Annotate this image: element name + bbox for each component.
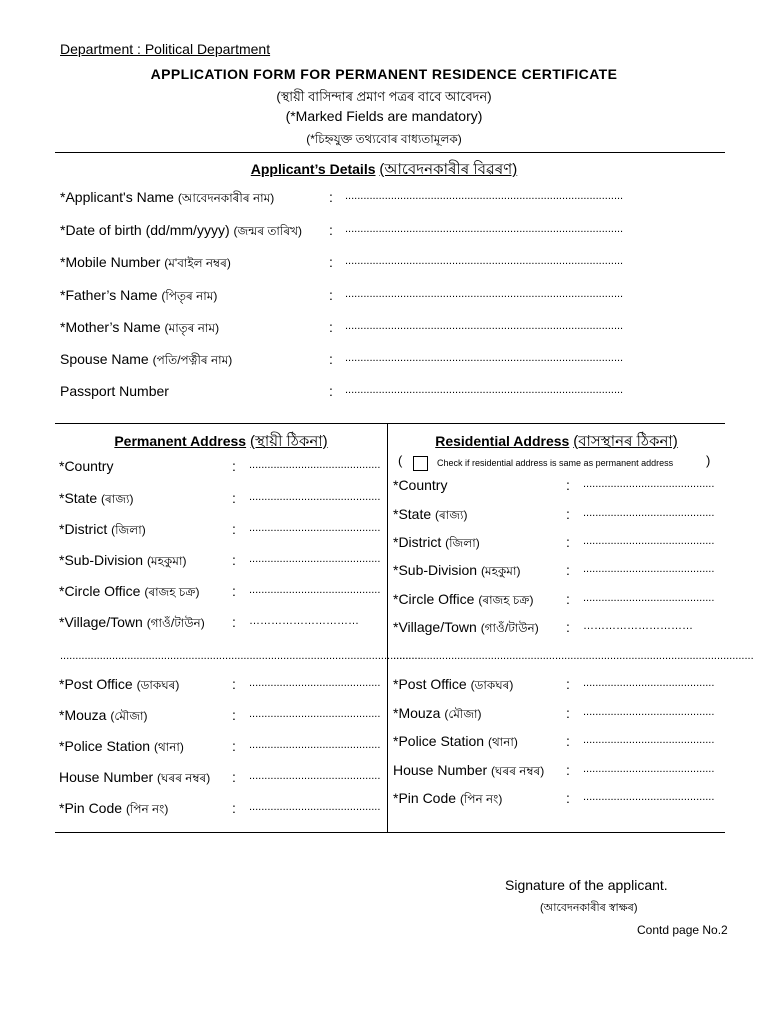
field-label xyxy=(59,490,133,511)
field-label xyxy=(60,222,302,243)
field-label-assamese: (মহকুমা) xyxy=(146,554,187,568)
field-label xyxy=(393,790,502,811)
column-divider xyxy=(387,423,388,833)
field-label-text: *Village/Town xyxy=(59,614,143,630)
field-label-assamese: (ম'বাইল নম্বৰ) xyxy=(164,256,231,270)
field-colon: : xyxy=(566,619,570,635)
field-colon: : xyxy=(232,738,236,754)
field-input-line[interactable]: ........................................... xyxy=(249,739,381,751)
field-colon: : xyxy=(232,521,236,537)
field-label xyxy=(60,319,219,340)
field-colon: : xyxy=(566,534,570,550)
signature-label-assamese: (আবেদনকাৰীৰ স্বাক্ষৰ) xyxy=(540,902,638,914)
residential-heading-assamese: (বাসস্থানৰ ঠিকনা) xyxy=(573,433,678,450)
field-label xyxy=(393,676,513,697)
field-input-line[interactable]: ........................................................................................... xyxy=(345,190,624,202)
field-label-text: *Date of birth (dd/mm/yyyy) xyxy=(60,222,230,238)
field-label xyxy=(393,762,544,783)
applicant-heading xyxy=(0,158,768,183)
field-colon: : xyxy=(566,762,570,778)
field-colon: : xyxy=(232,676,236,692)
field-colon: : xyxy=(232,800,236,816)
field-input-line[interactable]: ........................................... xyxy=(583,706,715,718)
field-label-text: *District xyxy=(59,521,108,537)
field-colon: : xyxy=(566,790,570,806)
field-input-line[interactable]: ........................................................................................... xyxy=(345,255,624,267)
field-colon: : xyxy=(232,458,236,474)
residential-heading xyxy=(388,430,725,455)
field-label-text: *Post Office xyxy=(393,676,467,692)
field-label-text: *State xyxy=(59,490,98,506)
field-label-assamese: (ডাকঘৰ) xyxy=(470,678,514,692)
field-label-text: *Pin Code xyxy=(393,790,457,806)
field-input-line[interactable]: ........................................... xyxy=(583,535,715,547)
signature-label: Signature of the applicant. xyxy=(505,877,668,893)
field-label-text: *Mobile Number xyxy=(60,254,161,270)
field-colon: : xyxy=(566,477,570,493)
continued-note: Contd page No.2 xyxy=(637,923,728,937)
field-label xyxy=(60,189,274,210)
field-label xyxy=(59,458,113,474)
field-label-assamese: (ঘৰৰ নম্বৰ) xyxy=(491,764,545,778)
field-label xyxy=(393,477,447,493)
field-input-line[interactable]: ........................................... xyxy=(249,708,381,720)
mandatory-note-assamese: (*চিহ্নযুক্ত তথ্যবোৰ বাধ্যতামূলক) xyxy=(306,132,462,146)
field-colon: : xyxy=(232,583,236,599)
field-label xyxy=(59,707,148,728)
field-label-text: House Number xyxy=(393,762,488,778)
field-input-line[interactable]: ........................................... xyxy=(583,763,715,775)
field-colon: : xyxy=(232,490,236,506)
field-colon: : xyxy=(232,707,236,723)
field-label-text: *Police Station xyxy=(393,733,485,749)
field-colon: : xyxy=(566,676,570,692)
field-input-line[interactable]: ........................................... xyxy=(249,801,381,813)
field-input-line[interactable]: ........................................... xyxy=(249,459,381,471)
field-input-line[interactable]: ........................................... xyxy=(583,563,715,575)
field-label-text: *Country xyxy=(59,458,114,474)
field-label xyxy=(59,676,179,697)
field-input-line[interactable]: ........................................... xyxy=(249,491,381,503)
field-label-assamese: (মৌজা) xyxy=(110,709,148,723)
field-label-text: *Police Station xyxy=(59,738,151,754)
field-input-line[interactable]: ........................................................................................... xyxy=(345,384,624,396)
field-input-line[interactable]: ........................................... xyxy=(583,677,715,689)
permanent-heading xyxy=(55,430,387,455)
field-colon: : xyxy=(566,506,570,522)
residential-extra-line[interactable]: ...................................................................................................................... xyxy=(393,650,754,662)
field-label xyxy=(60,383,169,399)
field-colon: : xyxy=(232,614,236,630)
field-input-line[interactable]: ………………………… xyxy=(583,620,693,632)
field-label-assamese: (আবেদনকাৰীৰ নাম) xyxy=(177,191,275,205)
field-label-text: House Number xyxy=(59,769,154,785)
field-label-assamese: (পিন নং) xyxy=(459,792,503,806)
divider-bottom xyxy=(55,832,725,833)
permanent-heading-assamese: (স্থায়ী ঠিকনা) xyxy=(249,433,328,450)
field-label xyxy=(393,534,480,555)
permanent-extra-line[interactable]: ...................................................................................................................... xyxy=(60,650,421,662)
field-label xyxy=(59,583,199,604)
field-colon: : xyxy=(329,222,333,238)
divider-top xyxy=(55,152,725,153)
field-label xyxy=(393,705,482,726)
field-label xyxy=(393,733,518,754)
field-input-line[interactable]: ........................................... xyxy=(583,478,715,490)
field-label-text: *Applicant's Name xyxy=(60,189,174,205)
field-label-text: *Pin Code xyxy=(59,800,123,816)
field-colon: : xyxy=(566,591,570,607)
field-input-line[interactable]: ........................................................................................... xyxy=(345,320,624,332)
field-colon: : xyxy=(232,769,236,785)
field-label-assamese: (পিতৃৰ নাম) xyxy=(161,289,218,303)
field-label-text: *Country xyxy=(393,477,448,493)
field-label-text: *Sub-Division xyxy=(59,552,144,568)
check-close-paren: ) xyxy=(706,453,711,468)
field-colon: : xyxy=(329,189,333,205)
check-open-paren: ( xyxy=(398,453,403,468)
applicant-heading-text: Applicant’s Details xyxy=(250,161,376,177)
same-address-option xyxy=(398,453,402,468)
field-label-text: *Sub-Division xyxy=(393,562,478,578)
field-input-line[interactable]: ........................................... xyxy=(583,734,715,746)
field-label xyxy=(59,800,168,821)
field-colon: : xyxy=(329,351,333,367)
field-label xyxy=(59,552,186,573)
form-title: APPLICATION FORM FOR PERMANENT RESIDENCE CERTIFICATE xyxy=(150,66,618,82)
field-label-assamese: (থানা) xyxy=(487,735,518,749)
field-colon: : xyxy=(329,254,333,270)
field-label-assamese: (পতি/পত্নীৰ নাম) xyxy=(152,353,233,367)
residential-heading-text: Residential Address xyxy=(435,433,570,449)
applicant-heading-assamese: (আবেদনকাৰীৰ বিৱৰণ) xyxy=(379,161,518,178)
field-label-assamese: (ৰাজহ চক্ৰ) xyxy=(144,585,200,599)
field-label-assamese: (থানা) xyxy=(153,740,184,754)
field-input-line[interactable]: ........................................... xyxy=(583,507,715,519)
field-colon: : xyxy=(566,562,570,578)
field-label xyxy=(59,769,210,790)
field-label-assamese: (ৰাজ্য) xyxy=(101,492,134,506)
field-label-assamese: (পিন নং) xyxy=(125,802,169,816)
field-label-text: *Mouza xyxy=(59,707,107,723)
field-label-text: *Mouza xyxy=(393,705,441,721)
field-label-assamese: (ঘৰৰ নম্বৰ) xyxy=(157,771,211,785)
field-label-text: *Circle Office xyxy=(393,591,475,607)
field-label-assamese: (গাওঁ/টাউন) xyxy=(480,621,539,635)
field-input-line[interactable]: ........................................................................................... xyxy=(345,352,624,364)
field-input-line[interactable]: ........................................................................................... xyxy=(345,223,624,235)
department-label: Department : Political Department xyxy=(60,41,271,57)
field-label xyxy=(59,738,184,759)
field-label-text: *State xyxy=(393,506,432,522)
field-label xyxy=(60,254,231,275)
field-colon: : xyxy=(232,552,236,568)
field-label-text: *Mother’s Name xyxy=(60,319,161,335)
field-label-assamese: (জিলা) xyxy=(445,536,480,550)
field-label-assamese: (মাতৃৰ নাম) xyxy=(164,321,220,335)
field-label-assamese: (গাওঁ/টাউন) xyxy=(146,616,205,630)
same-address-checkbox[interactable] xyxy=(413,456,428,471)
field-label-text: *Father’s Name xyxy=(60,287,158,303)
field-label-text: Passport Number xyxy=(60,383,169,399)
field-input-line[interactable]: ........................................................................................... xyxy=(345,288,624,300)
field-input-line[interactable]: ........................................... xyxy=(583,791,715,803)
field-label xyxy=(59,614,205,635)
field-label-text: *Village/Town xyxy=(393,619,477,635)
field-input-line[interactable]: ........................................... xyxy=(249,770,381,782)
same-address-label: Check if residential address is same as permanent address xyxy=(437,458,674,468)
mandatory-note: (*Marked Fields are mandatory) xyxy=(285,108,483,124)
field-label xyxy=(60,351,232,372)
field-label xyxy=(60,287,217,308)
field-colon: : xyxy=(566,705,570,721)
field-colon: : xyxy=(329,287,333,303)
form-title-assamese: (স্থায়ী বাসিন্দাৰ প্ৰমাণ পত্ৰৰ বাবে আবেদন) xyxy=(276,89,492,104)
field-label-assamese: (ৰাজহ চক্ৰ) xyxy=(478,593,534,607)
permanent-heading-text: Permanent Address xyxy=(114,433,247,449)
field-label xyxy=(59,521,146,542)
field-label-assamese: (ডাকঘৰ) xyxy=(136,678,180,692)
field-label xyxy=(393,506,467,527)
field-input-line[interactable]: ........................................... xyxy=(249,584,381,596)
field-label-assamese: (জন্মৰ তাৰিখ) xyxy=(233,224,302,238)
field-input-line[interactable]: ........................................... xyxy=(249,677,381,689)
field-label-assamese: (মহকুমা) xyxy=(480,564,521,578)
field-label-text: *Post Office xyxy=(59,676,133,692)
field-label-text: *District xyxy=(393,534,442,550)
field-input-line[interactable]: ........................................... xyxy=(249,522,381,534)
field-colon: : xyxy=(329,319,333,335)
field-label xyxy=(393,591,533,612)
field-label xyxy=(393,619,539,640)
field-colon: : xyxy=(329,383,333,399)
field-colon: : xyxy=(566,733,570,749)
field-input-line[interactable]: ........................................... xyxy=(583,592,715,604)
field-input-line[interactable]: ………………………… xyxy=(249,615,359,627)
field-label-assamese: (মৌজা) xyxy=(444,707,482,721)
field-label-assamese: (ৰাজ্য) xyxy=(435,508,468,522)
field-input-line[interactable]: ........................................... xyxy=(249,553,381,565)
field-label-assamese: (জিলা) xyxy=(111,523,146,537)
field-label xyxy=(393,562,520,583)
field-label-text: *Circle Office xyxy=(59,583,141,599)
divider-middle xyxy=(55,423,725,424)
field-label-text: Spouse Name xyxy=(60,351,149,367)
